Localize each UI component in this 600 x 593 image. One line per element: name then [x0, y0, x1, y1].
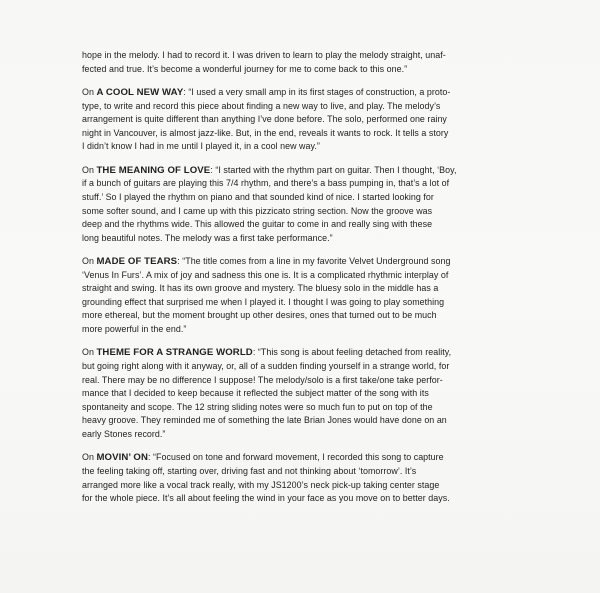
song-title: MOVIN’ ON [96, 452, 149, 464]
text-line: type, to write and record this piece about finding a new way to live, and play. The melody’s [82, 100, 441, 111]
text-line: : “The title comes from a line in my favorite Velvet Underground song [177, 256, 451, 267]
text-line: arrangement is quite different than anything I’ve done before. The solo, performed one rainy [82, 114, 447, 125]
text-line: if a bunch of guitars are playing this 7/4 rhythm, and there’s a bass pumping in, that’s a lot of [82, 178, 450, 189]
text-line: hope in the melody. I had to record it. I was driven to learn to play the melody straight, unaf- [82, 50, 446, 60]
paragraph-intro [82, 49, 552, 76]
text-line: real. There may be no difference I suppose! The melody/solo is a first take/one take perfor- [82, 374, 443, 385]
paragraph-lead: On [82, 86, 97, 97]
text-line: I didn’t know I had in me until I played it, in a cool new way.” [82, 141, 320, 152]
liner-notes-text [82, 49, 552, 516]
paragraph-movin-on [82, 451, 552, 505]
text-line: spontaneity and scope. The 12 string sliding notes were so much fun to put on top of the [82, 401, 433, 412]
text-line: stuff.’ So I played the rhythm on piano and that sounded kind of nice. I started looking for [82, 191, 434, 202]
text-line: more ethereal, but the moment brought up other desires, ones that turned out to be much [82, 310, 437, 321]
text-line: straight and swing. It has its own groove and mystery. The bluesy solo in the middle has a [82, 283, 439, 294]
paragraph-lead: On [82, 347, 97, 358]
text-line: : “I used a very small amp in its first stages of construction, a proto- [183, 86, 451, 97]
text-line: more powerful in the end.” [82, 324, 187, 335]
song-title: A COOL NEW WAY [96, 86, 184, 98]
text-line: mance that I decided to keep because it reflected the subject matter of the song with its [82, 388, 429, 399]
paragraph-lead: On [82, 452, 97, 463]
text-line: : “I started with the rhythm part on guitar. Then I thought, ‘Boy, [210, 164, 457, 175]
text-line: ‘Venus In Furs’. A mix of joy and sadness this one is. It is a complicated rhythmic interplay of [82, 269, 449, 280]
paragraph-lead: On [82, 256, 97, 267]
paragraph-theme-for-a-strange-world [82, 346, 552, 441]
song-title: MADE OF TEARS [96, 256, 178, 268]
text-line: some softer sound, and I came up with this pizzicato string section. Now the groove was [82, 205, 433, 216]
paragraph-the-meaning-of-love [82, 164, 552, 246]
text-line: for the whole piece. It’s all about feeling the wind in your face as you move on to better days. [82, 493, 450, 504]
paragraph-a-cool-new-way [82, 86, 552, 154]
text-line: fected and true. It’s become a wonderful journey for me to come back to this one.” [82, 63, 408, 74]
text-line: deep and the rhythms wide. This allowed the guitar to come in and really sing with these [82, 219, 433, 230]
song-title: THEME FOR A STRANGE WORLD [96, 347, 253, 359]
text-line: but going right along with it anyway, or, all of a sudden finding yourself in a strange world, for [82, 361, 450, 372]
text-line: early Stones record.” [82, 429, 166, 440]
song-title: THE MEANING OF LOVE [96, 164, 211, 176]
text-line: grounding effect that surprised me when I played it. I thought I was going to play something [82, 296, 445, 307]
text-line: heavy groove. They reminded me of something the late Brian Jones would have done on an [82, 415, 447, 426]
paragraph-made-of-tears [82, 255, 552, 337]
paragraph-lead: On [82, 164, 97, 175]
text-line: arranged more like a vocal track really, with my JS1200’s neck pick-up taking center stage [82, 479, 440, 490]
text-line: night in Vancouver, is almost jazz-like. But, in the end, reveals it wants to rock. It tells a story [82, 127, 449, 138]
text-line: the feeling taking off, starting over, driving fast and not thinking about ‘tomorrow’. It’s [82, 466, 417, 477]
text-line: long beautiful notes. The melody was a first take performance.” [82, 232, 333, 243]
text-line: : “Focused on tone and forward movement, I recorded this song to capture [148, 452, 444, 463]
text-line: : “This song is about feeling detached from reality, [252, 347, 452, 358]
